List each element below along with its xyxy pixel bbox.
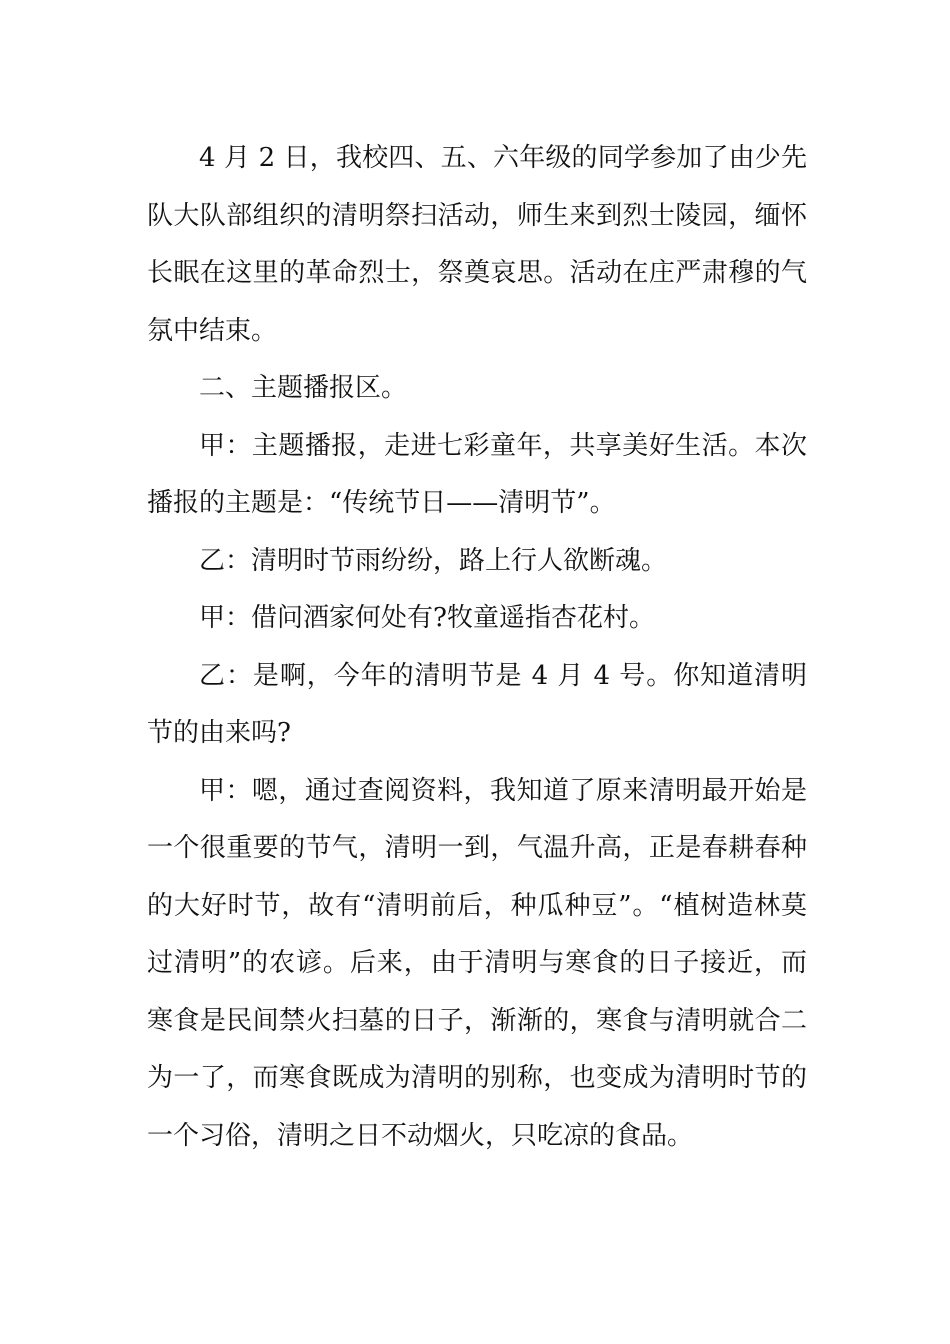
paragraph-dialogue-jia-2: 甲：借问酒家何处有?牧童遥指杏花村。 — [199, 603, 655, 633]
paragraph-activity-report: 4 月 2 日，我校四、五、六年级的同学参加了由少先队大队部组织的清明祭扫活动，师生来到烈士陵园，缅怀长眠在这里的革命烈士，祭奠哀思。活动在庄严肃穆的气氛中结束。 — [147, 143, 807, 346]
paragraph-dialogue-jia-3: 甲：嗯，通过查阅资料，我知道了原来清明最开始是一个很重要的节气，清明一到，气温升高，正是春耕春种的大好时节，故有“清明前后，种瓜种豆”。“植树造林莫过清明”的农谚。后来，由于清明与寒食的日子接近，而寒食是民间禁火扫墓的日子，渐渐的，寒食与清明就合二为一了，而寒食既成为清明的别称，也变成为清明时节的一个习俗，清明之日不动烟火，只吃凉的食品。 — [147, 775, 807, 1151]
paragraph-dialogue-yi-2: 乙：是啊，今年的清明节是 4 月 4 号。你知道清明节的由来吗? — [147, 660, 807, 748]
paragraph-section-heading: 二、主题播报区。 — [199, 373, 408, 403]
document-body — [147, 130, 807, 1165]
paragraph-dialogue-yi-1: 乙：清明时节雨纷纷，路上行人欲断魂。 — [199, 545, 668, 576]
paragraph-dialogue-jia-1: 甲：主题播报，走进七彩童年，共享美好生活。本次播报的主题是：“传统节日——清明节”。 — [147, 430, 807, 518]
